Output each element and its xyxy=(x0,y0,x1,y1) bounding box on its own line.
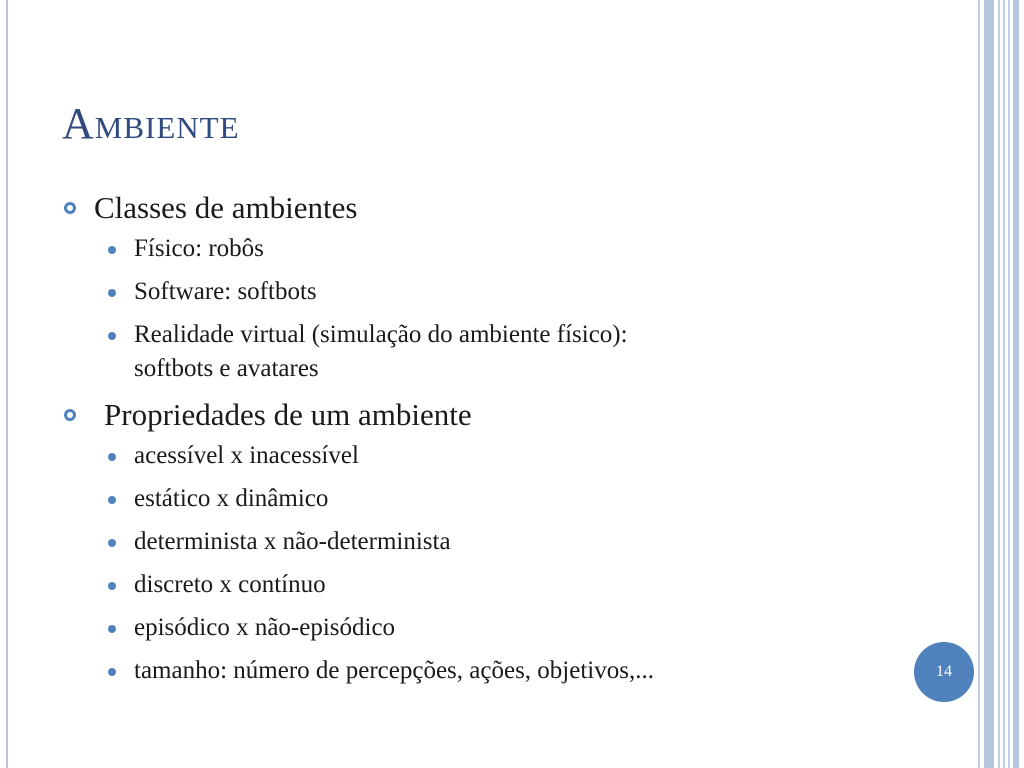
list-item-text: tamanho: número de percepções, ações, objetivos,... xyxy=(134,657,654,684)
dot-bullet-icon xyxy=(108,668,116,676)
list-item-text-continued: softbots e avatares xyxy=(134,355,319,382)
section-heading-propriedades xyxy=(62,395,942,435)
list-item xyxy=(62,654,942,688)
list-item xyxy=(62,275,942,309)
ring-bullet-icon xyxy=(64,409,76,421)
list-item-text: acessível x inacessível xyxy=(134,442,359,469)
dot-bullet-icon xyxy=(108,625,116,633)
slide-content xyxy=(62,188,942,697)
list-item-text: estático x dinâmico xyxy=(134,485,329,512)
section-heading-text: Propriedades de um ambiente xyxy=(104,397,472,432)
decorative-stripe xyxy=(978,0,980,768)
list-item-text: episódico x não-episódico xyxy=(134,614,396,641)
dot-bullet-icon xyxy=(108,453,116,461)
page-number-badge: 14 xyxy=(914,642,974,702)
list-item xyxy=(62,232,942,266)
dot-bullet-icon xyxy=(108,539,116,547)
dot-bullet-icon xyxy=(108,289,116,297)
decorative-stripe xyxy=(1003,0,1005,768)
list-item xyxy=(62,439,942,473)
dot-bullet-icon xyxy=(108,246,116,254)
list-item xyxy=(62,318,942,386)
decorative-stripe xyxy=(1013,0,1019,768)
slide-title: Ambiente xyxy=(62,99,240,148)
dot-bullet-icon xyxy=(108,582,116,590)
ring-bullet-icon xyxy=(64,202,76,214)
decorative-stripe xyxy=(984,0,994,768)
list-item-text: discreto x contínuo xyxy=(134,571,326,598)
decorative-stripe xyxy=(1008,0,1010,768)
list-item xyxy=(62,482,942,516)
dot-bullet-icon xyxy=(108,332,116,340)
list-item xyxy=(62,525,942,559)
list-item-text: determinista x não-determinista xyxy=(134,528,451,555)
decorative-stripe xyxy=(998,0,1000,768)
list-item xyxy=(62,568,942,602)
list-item-text: Software: softbots xyxy=(134,278,317,305)
section-heading-text: Classes de ambientes xyxy=(94,190,358,225)
list-item-text: Realidade virtual (simulação do ambiente físico): xyxy=(134,321,628,348)
dot-bullet-icon xyxy=(108,496,116,504)
list-item-text: Físico: robôs xyxy=(134,235,264,262)
list-item xyxy=(62,611,942,645)
section-heading-classes xyxy=(62,188,942,228)
